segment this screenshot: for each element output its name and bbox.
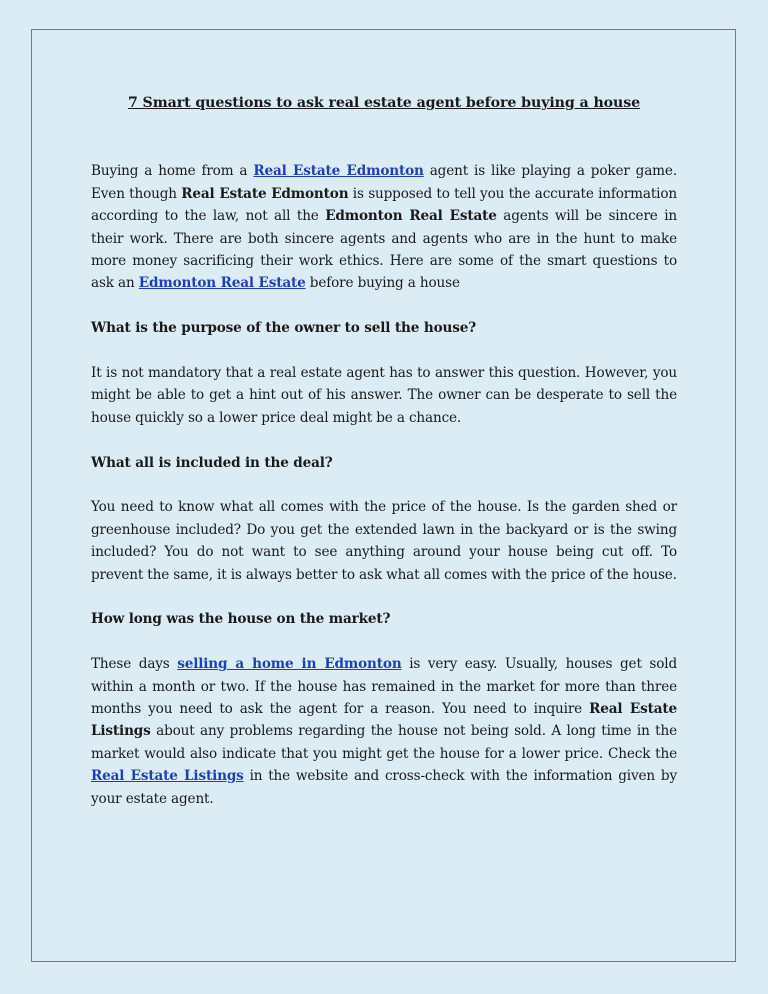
section-heading-included: What all is included in the deal? xyxy=(91,454,333,471)
link-real-estate-listings[interactable]: Real Estate Listings xyxy=(91,768,244,785)
section-heading-market: How long was the house on the market? xyxy=(91,611,391,628)
document-title: 7 Smart questions to ask real estate agent before buying a house xyxy=(127,95,641,111)
intro-bold-1: Real Estate Edmonton xyxy=(181,185,349,202)
intro-text-3: is supposed to tell you the accurate information according to the law, not all the xyxy=(91,185,678,225)
market-text-2: is very easy. Usually, houses get sold within a month or two. If the house has remained in the market for more than three months you need to ask the agent for a reason. You need to inquire xyxy=(91,656,678,718)
market-bold-1: Real Estate Listings xyxy=(91,701,678,740)
market-text-4: in the website and cross-check with the information given by your estate agent. xyxy=(91,768,677,807)
section-body-included: You need to know what all comes with the price of the house. Is the garden shed or greenhouse included? Do you get the extended lawn in the backyard or is the swing included? You do not want to see anything around your house being cut off. To prevent the same, it is always better to ask what all comes with the price of the house. xyxy=(91,499,677,583)
market-text-3: about any problems regarding the house not being sold. A long time in the market would also indicate that you might get the house for a lower price. Check the xyxy=(91,723,677,762)
intro-text-4: agents will be sincere in their work. There are both sincere agents and agents who are in the hunt to make more money sacrificing their work ethics. Here are some of the smart questions to ask an xyxy=(91,208,678,292)
intro-text-5: before buying a house xyxy=(305,275,460,292)
link-selling-home-edmonton[interactable]: selling a home in Edmonton xyxy=(177,656,402,673)
intro-paragraph xyxy=(91,160,677,294)
intro-text-2: agent is like playing a poker game. Even though xyxy=(91,163,677,202)
section-body-market xyxy=(91,653,677,810)
document-body xyxy=(91,92,677,832)
link-edmonton-real-estate[interactable]: Edmonton Real Estate xyxy=(138,275,306,292)
link-real-estate-edmonton[interactable]: Real Estate Edmonton xyxy=(253,163,424,180)
section-body-purpose: It is not mandatory that a real estate agent has to answer this question. However, you might be able to get a hint out of his answer. The owner can be desperate to sell the house quickly so a lower price deal might be a chance. xyxy=(91,365,677,426)
intro-text-1: Buying a home from a xyxy=(91,163,254,180)
market-text-1: These days xyxy=(91,656,178,673)
section-heading-purpose: What is the purpose of the owner to sell the house? xyxy=(91,320,477,337)
intro-bold-2: Edmonton Real Estate xyxy=(325,208,497,225)
